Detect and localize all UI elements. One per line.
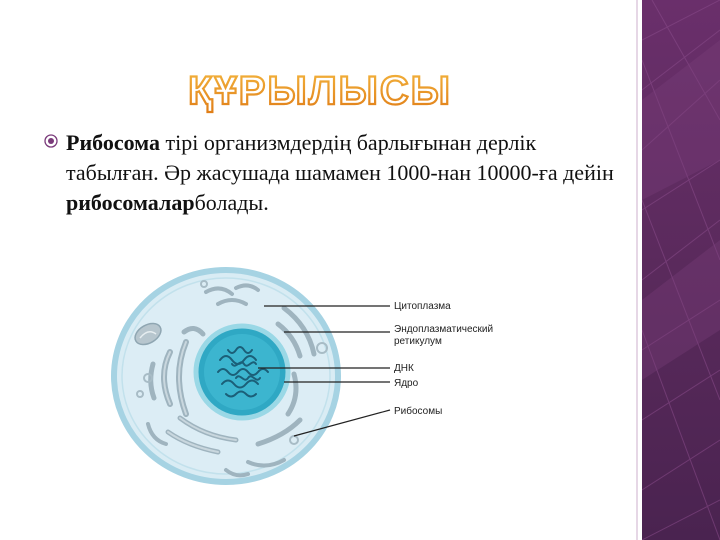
bullet-icon	[44, 134, 58, 148]
label-nucleus: Ядро	[394, 378, 419, 389]
ribosomes-term: рибосомалар	[66, 190, 195, 215]
slide-title-text: ҚҰРЫЛЫСЫ	[188, 69, 452, 113]
bullet-text-1: тірі организмдердің барлығынан дерлік табылған. Әр жасушада шамамен 1000-нан 10000-ға дейін	[66, 130, 614, 185]
bullet-paragraph	[66, 128, 626, 218]
label-ribosomes: Рибосомы	[394, 406, 443, 417]
bullet-text-2: болады.	[194, 190, 269, 215]
label-er-line2: ретикулум	[394, 336, 442, 347]
ribosome-term: Рибосома	[66, 130, 161, 155]
label-cytoplasm: Цитоплазма	[394, 301, 451, 312]
label-er-line1: Эндоплазматический	[394, 324, 494, 335]
label-dna: ДНК	[394, 363, 414, 374]
panel-pattern-icon	[642, 0, 720, 540]
panel-divider	[636, 0, 638, 540]
cell-diagram	[108, 264, 568, 494]
decorative-side-panel	[642, 0, 720, 540]
slide-title	[180, 60, 460, 116]
